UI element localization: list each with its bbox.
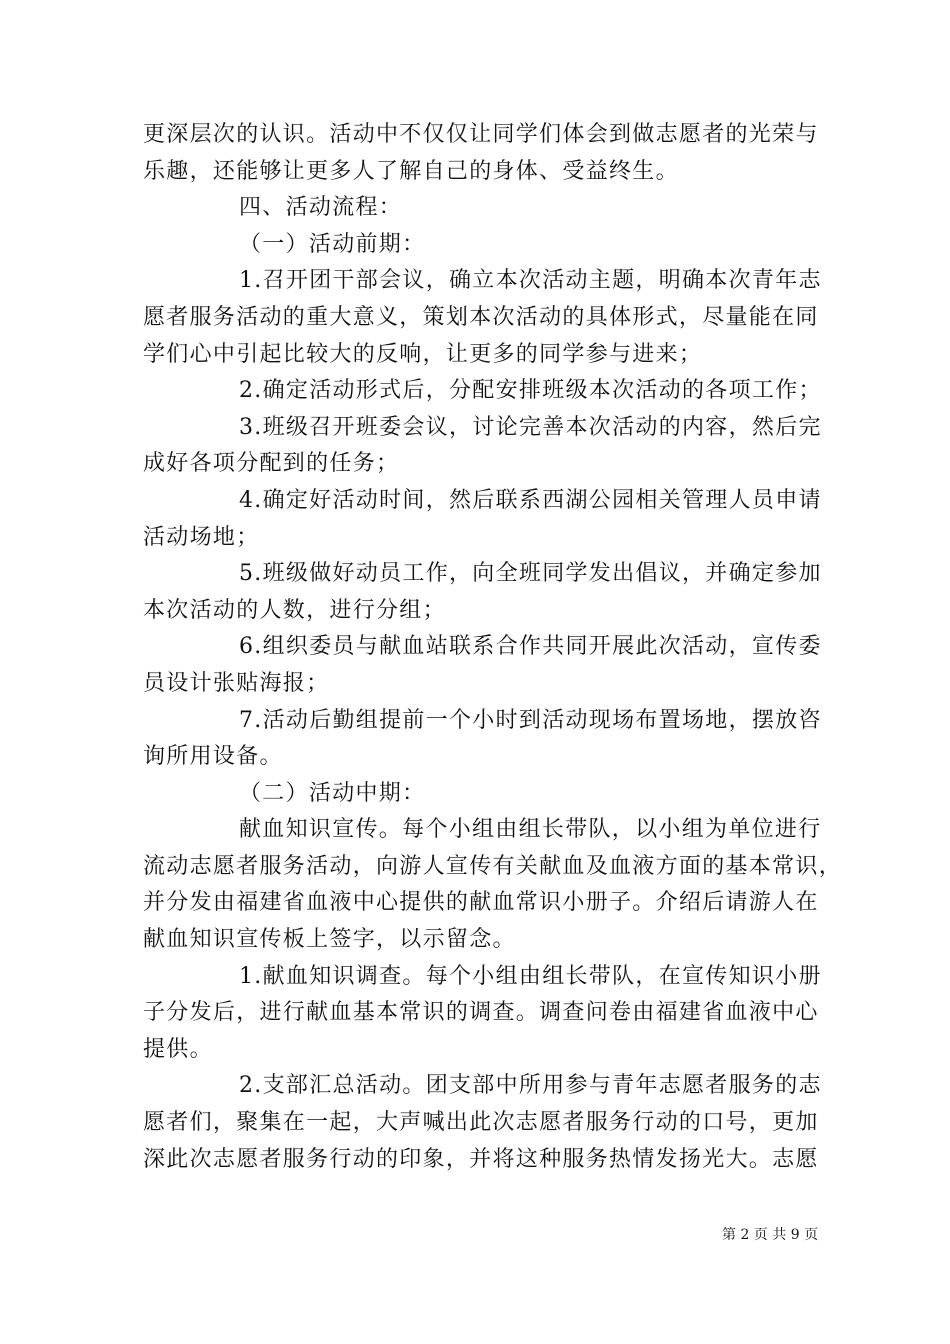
text-line: 成好各项分配到的任务； [143,451,400,477]
text-line: 并分发由福建省血液中心提供的献血常识小册子。介绍后请游人在 [143,890,819,916]
text-line: 本次活动的人数，进行分组； [143,597,446,623]
text-line: 愿者服务活动的重大意义，策划本次活动的具体形式，尽量能在同 [143,304,819,330]
text-line: 2.支部汇总活动。团支部中所用参与青年志愿者服务的志 [239,1073,822,1099]
subsection-heading: （一）活动前期： [239,231,426,257]
text-line: 乐趣，还能够让更多人了解自己的身体、受益终生。 [143,158,679,184]
text-line: 献血知识宣传板上签字，以示留念。 [143,927,516,953]
text-line: 更深层次的认识。活动中不仅仅让同学们体会到做志愿者的光荣与 [143,122,819,147]
text-line: 提供。 [143,1036,213,1062]
text-line: 活动场地； [143,524,260,550]
document-body [143,117,843,1178]
text-line: 深此次志愿者服务行动的印象，并将这种服务热情发扬光大。志愿 [143,1146,819,1172]
text-line: 愿者们，聚集在一起，大声喊出此次志愿者服务行动的口号，更加 [143,1110,819,1136]
text-line: 询所用设备。 [143,744,283,770]
subsection-heading: （二）活动中期： [239,780,426,806]
text-line: 5.班级做好动员工作，向全班同学发出倡议，并确定参加 [239,561,822,587]
text-line: 3.班级召开班委会议，讨论完善本次活动的内容，然后完 [239,414,822,440]
text-line: 6.组织委员与献血站联系合作共同开展此次活动，宣传委 [239,634,822,660]
text-line: 7.活动后勤组提前一个小时到活动现场布置场地，摆放咨 [239,707,822,733]
section-heading: 四、活动流程： [239,195,403,221]
text-line: 4.确定好活动时间，然后联系西湖公园相关管理人员申请 [239,487,822,513]
text-line: 学们心中引起比较大的反响，让更多的同学参与进来； [143,341,703,367]
text-line: 员设计张贴海报； [143,670,330,696]
text-line: 献血知识宣传。每个小组由组长带队，以小组为单位进行 [239,817,822,843]
text-line: 1.召开团干部会议，确立本次活动主题，明确本次青年志 [239,268,822,294]
text-line: 1.献血知识调查。每个小组由组长带队，在宣传知识小册 [239,963,822,989]
text-line: 2.确定活动形式后，分配安排班级本次活动的各项工作； [239,378,822,404]
text-line: 流动志愿者服务活动，向游人宣传有关献血及血液方面的基本常识， [143,853,843,879]
page-number-footer: 第 2 页 共 9 页 [722,1227,819,1243]
text-line: 子分发后，进行献血基本常识的调查。调查问卷由福建省血液中心 [143,1000,819,1026]
